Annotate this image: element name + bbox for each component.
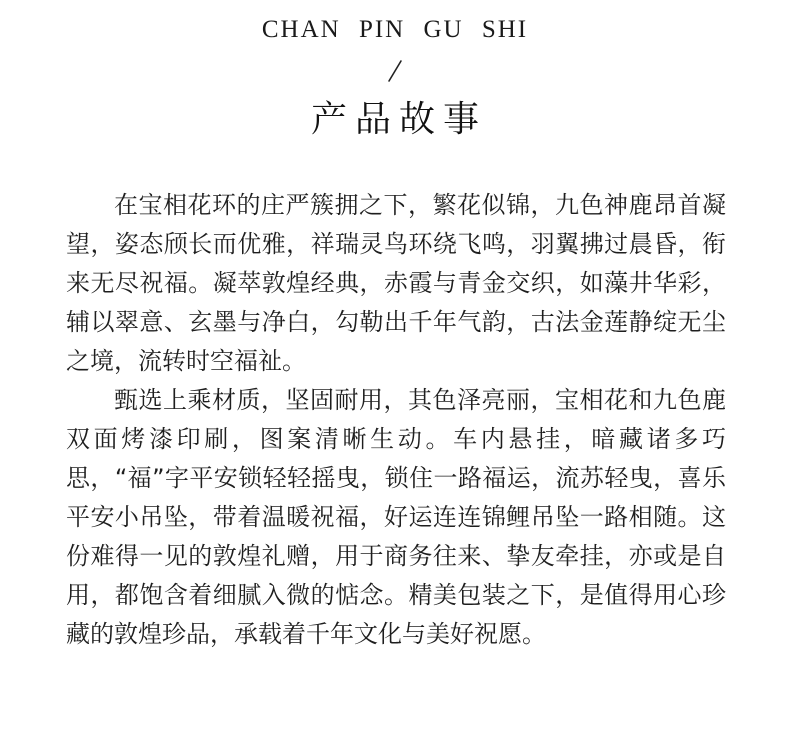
story-paragraph-1: 在宝相花环的庄严簇拥之下，繁花似锦，九色神鹿昂首凝望，姿态颀长而优雅，祥瑞灵鸟环绕飞鸣，羽翼拂过晨昏，衔来无尽祝福。凝萃敦煌经典，赤霞与青金交织，如藻井华彩，辅以翠意、玄墨与净白，勾勒出千年气韵，古法金莲静绽无尘之境，流转时空福祉。 bbox=[66, 191, 726, 375]
story-paragraph-2: 甄选上乘材质，坚固耐用，其色泽亮丽，宝相花和九色鹿双面烤漆印刷，图案清晰生动。车内悬挂，暗藏诸多巧思，“福”字平安锁轻轻摇曳，锁住一路福运，流苏轻曳，喜乐平安小吊坠，带着温暖祝福，好运连连锦鲤吊坠一路相随。这份难得一见的敦煌礼赠，用于商务往来、挚友牵挂，亦或是自用，都饱含着细腻入微的惦念。精美包装之下，是值得用心珍藏的敦煌珍品，承载着千年文化与美好祝愿。 bbox=[66, 386, 726, 648]
english-subtitle: CHAN PIN GU SHI bbox=[261, 16, 529, 43]
story-text-block bbox=[66, 186, 726, 654]
page-title: 产品故事 bbox=[310, 99, 487, 140]
slash-divider-icon bbox=[380, 56, 410, 86]
